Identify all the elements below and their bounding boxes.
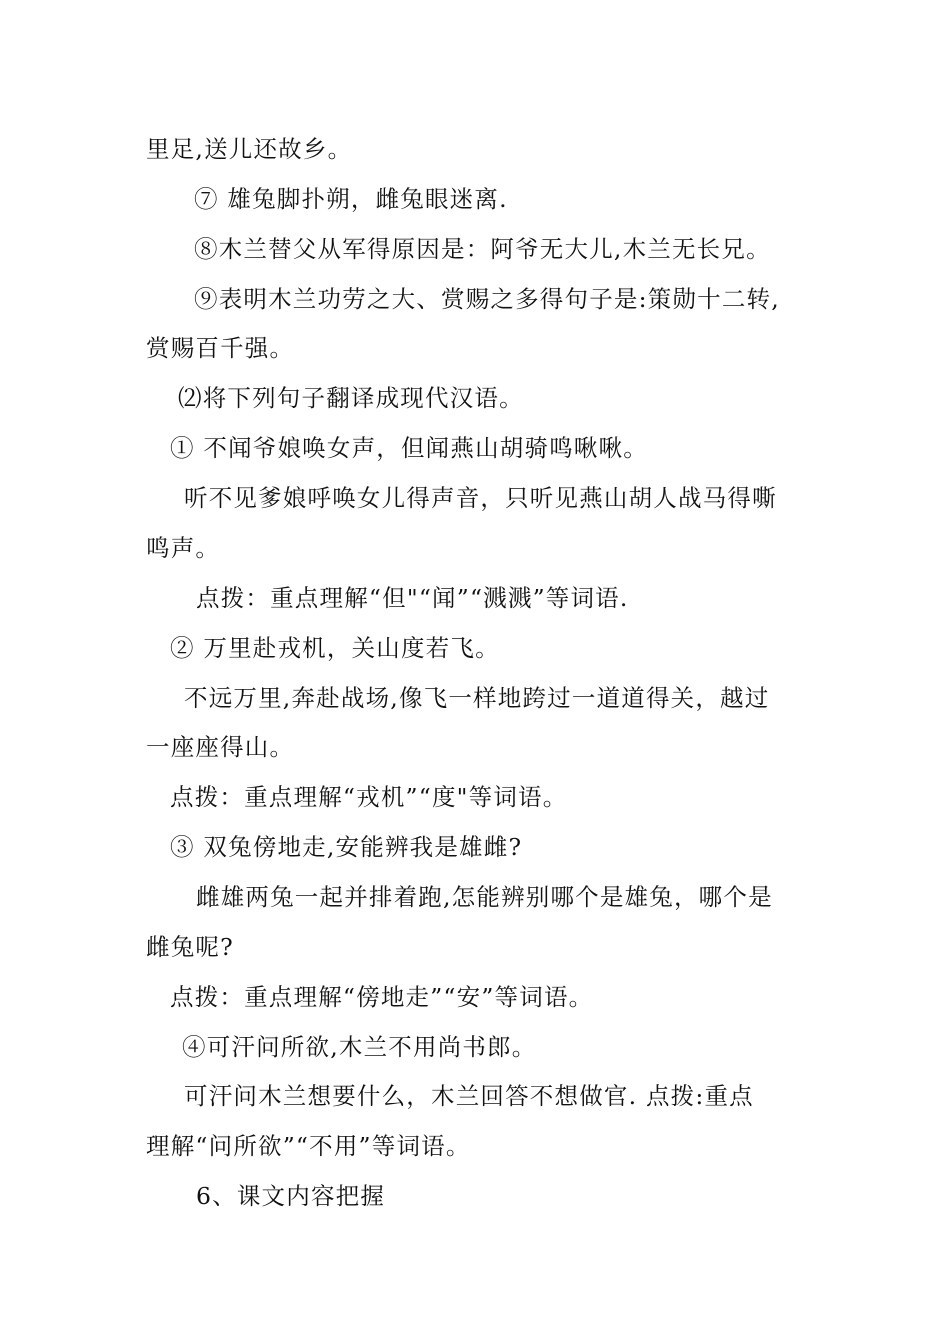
text-line: ④可汗问所欲,木兰不用尚书郎。 [182,1033,537,1061]
text-line: ⑨表明木兰功劳之大、赏赐之多得句子是:策勋十二转, [194,285,780,313]
text-line: 里足,送儿还故乡。 [146,135,353,163]
text-line: 赏赐百千强。 [146,334,295,362]
text-line: 理解“问所欲”“不用”等词语。 [146,1132,471,1160]
text-line: ② 万里赴戎机，关山度若飞。 [170,634,500,662]
text-line: 不远万里,奔赴战场,像飞一样地跨过一道道得关，越过 [184,684,770,712]
text-line: ③ 双兔傍地走,安能辨我是雄雌? [170,833,523,861]
text-line: ⑵将下列句子翻译成现代汉语。 [178,384,524,412]
text-line: 可汗问木兰想要什么，木兰回答不想做官. 点拨:重点 [184,1082,754,1110]
text-line: 点拨：重点理解“戎机”“度"等词语。 [170,783,568,811]
text-line: 雌雄两兔一起并排着跑,怎能辨别哪个是雄兔，哪个是 [196,883,773,911]
text-line: 点拨：重点理解“但"“闻”“溅溅”等词语. [196,584,629,612]
text-line: 雌兔呢? [146,933,234,961]
section-heading: 6、课文内容把握 [196,1182,386,1210]
text-line: ⑧木兰替父从军得原因是：阿爷无大儿,木兰无长兄。 [194,235,771,263]
text-line: 鸣声。 [146,534,221,562]
text-line: 一座座得山。 [146,733,295,761]
text-line: ⑦ 雄兔脚扑朔，雌兔眼迷离. [194,185,508,213]
text-line: 点拨：重点理解“傍地走”“安”等词语。 [170,983,594,1011]
text-line: 听不见爹娘呼唤女儿得声音，只听见燕山胡人战马得嘶 [184,484,777,512]
text-line: ① 不闻爷娘唤女声，但闻燕山胡骑鸣啾啾。 [170,434,648,462]
